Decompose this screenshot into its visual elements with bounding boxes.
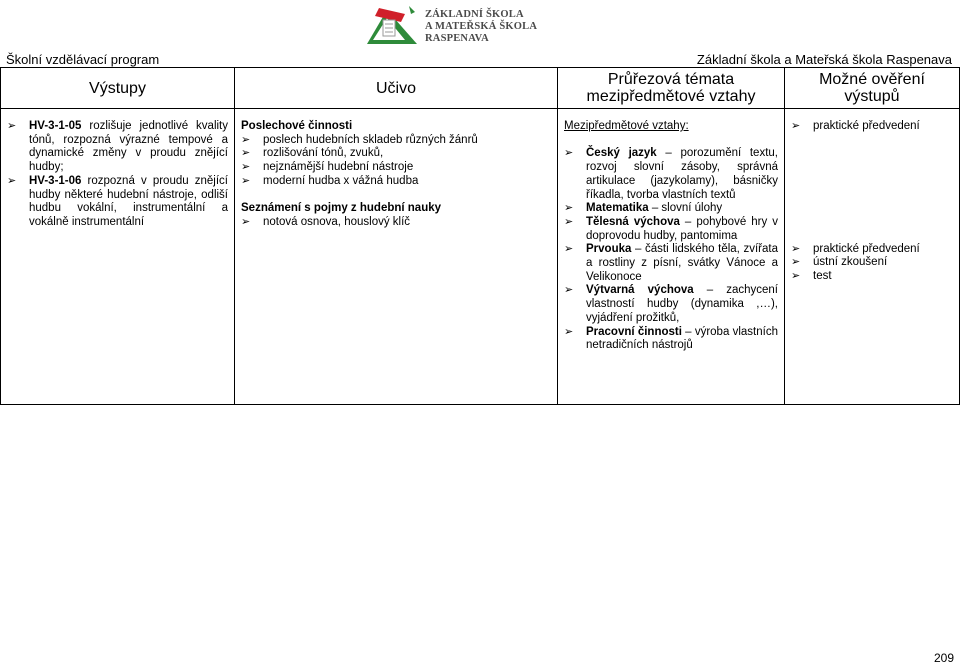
col-header-prurezova-text: Průřezová témata mezipředmětové vztahy <box>586 71 756 105</box>
ucivo-cell <box>235 109 558 405</box>
list-item-text: nejznámější hudební nástroje <box>263 161 414 174</box>
list-item <box>241 161 551 175</box>
subject-name: Český jazyk <box>586 147 657 160</box>
overeni-cell <box>785 109 960 405</box>
col-header-ucivo: Učivo <box>235 68 558 109</box>
list-item-text: notová osnova, houslový klíč <box>263 215 411 228</box>
list-item <box>791 256 953 270</box>
list-item <box>564 147 778 202</box>
vystupy-cell <box>1 109 235 405</box>
list-item-text: moderní hudba x vážná hudba <box>263 174 419 187</box>
subject-name: Pracovní činnosti <box>586 325 682 338</box>
list-item <box>241 147 551 161</box>
outcome-text: rozlišuje jednotlivé kvality tónů, rozpozná výrazné tempové a dynamické změny v proudu znějící hudby; <box>29 120 228 174</box>
subject-name: Prvouka <box>586 243 632 256</box>
section-heading: Seznámení s pojmy z hudební nauky <box>241 202 442 215</box>
subject-text: – slovní úlohy <box>648 202 723 215</box>
col-header-prurezova <box>558 68 785 109</box>
list-item <box>7 120 228 175</box>
subject-name: Matematika <box>586 202 649 215</box>
subject-text: – výroba vlastních netradičních nástrojů <box>586 325 778 352</box>
arrow-bullet-icon: ➢ <box>241 161 251 174</box>
outcome-code: HV-3-1-06 <box>29 174 82 187</box>
list-item-text: rozlišování tónů, zvuků, <box>263 147 384 160</box>
arrow-bullet-icon: ➢ <box>791 270 801 283</box>
program-title: Školní vzdělávací program <box>6 52 160 67</box>
section-heading: Poslechové činnosti <box>241 120 353 132</box>
list-item <box>791 243 953 257</box>
subject-text: – porozumění textu, rozvoj slovní zásoby, správná artikulace (jazykolamy), básničky říkadla, tvorba vlastních textů <box>586 147 778 201</box>
arrow-bullet-icon: ➢ <box>564 325 574 338</box>
list-item <box>564 326 778 353</box>
arrow-bullet-icon: ➢ <box>564 243 574 256</box>
arrow-bullet-icon: ➢ <box>564 147 574 160</box>
list-item-text: poslech hudebních skladeb různých žánrů <box>263 133 478 146</box>
curriculum-table <box>0 67 960 405</box>
outcome-text: rozpozná v proudu znějící hudby některé hudební nástroje, odliší hudbu vokální, instrumentální a vokálně instrumentální <box>29 174 228 228</box>
list-item <box>791 270 953 284</box>
list-item <box>564 284 778 325</box>
prurezova-cell <box>558 109 785 405</box>
page-number: 209 <box>933 651 954 665</box>
subject-text: – pohybové hry v doprovodu hudby, pantomima <box>586 215 778 242</box>
arrow-bullet-icon: ➢ <box>791 120 801 132</box>
arrow-bullet-icon: ➢ <box>241 133 251 146</box>
arrow-bullet-icon: ➢ <box>7 174 17 187</box>
list-item <box>241 216 551 230</box>
list-item-text: praktické předvedení <box>813 120 920 132</box>
arrow-bullet-icon: ➢ <box>564 215 574 228</box>
arrow-bullet-icon: ➢ <box>241 215 251 228</box>
table-body-row <box>1 109 960 405</box>
col-header-overeni-text: Možné ověření výstupů <box>819 71 925 105</box>
arrow-bullet-icon: ➢ <box>564 284 574 297</box>
list-item-text: test <box>813 270 832 283</box>
logo-line-2: A MATEŘSKÁ ŠKOLA <box>425 21 538 32</box>
list-item <box>7 175 228 230</box>
list-item <box>241 134 551 148</box>
arrow-bullet-icon: ➢ <box>564 202 574 215</box>
list-item <box>791 120 953 134</box>
col-header-vystupy: Výstupy <box>1 68 235 109</box>
col-header-overeni <box>785 68 960 109</box>
list-item <box>564 243 778 284</box>
arrow-bullet-icon: ➢ <box>7 120 17 132</box>
subject-name: Tělesná výchova <box>586 215 680 228</box>
school-name: Základní škola a Mateřská škola Raspenava <box>696 52 952 67</box>
list-item <box>564 202 778 216</box>
arrow-bullet-icon: ➢ <box>791 242 801 255</box>
logo-line-3: RASPENAVA <box>425 33 489 44</box>
list-item <box>564 216 778 243</box>
list-item-text: ústní zkoušení <box>813 256 888 269</box>
logo-line-1: ZÁKLADNÍ ŠKOLA <box>425 9 524 20</box>
subject-text: – zachycení vlastností hudby (dynamika ,…), vyjádření prožitků, <box>586 284 778 324</box>
logo-text <box>425 9 537 45</box>
subject-name: Výtvarná výchova <box>586 284 694 297</box>
list-item <box>241 175 551 189</box>
list-item-text: praktické předvedení <box>813 242 920 255</box>
arrow-bullet-icon: ➢ <box>241 174 251 187</box>
mezipredmetove-heading: Mezipředmětové vztahy: <box>564 120 689 132</box>
subject-text: – části lidského těla, zvířata a rostliny z písní, svátky Vánoce a Velikonoce <box>586 243 778 283</box>
table-header-row <box>1 68 960 109</box>
arrow-bullet-icon: ➢ <box>791 256 801 269</box>
outcome-code: HV-3-1-05 <box>29 120 82 132</box>
arrow-bullet-icon: ➢ <box>241 147 251 160</box>
